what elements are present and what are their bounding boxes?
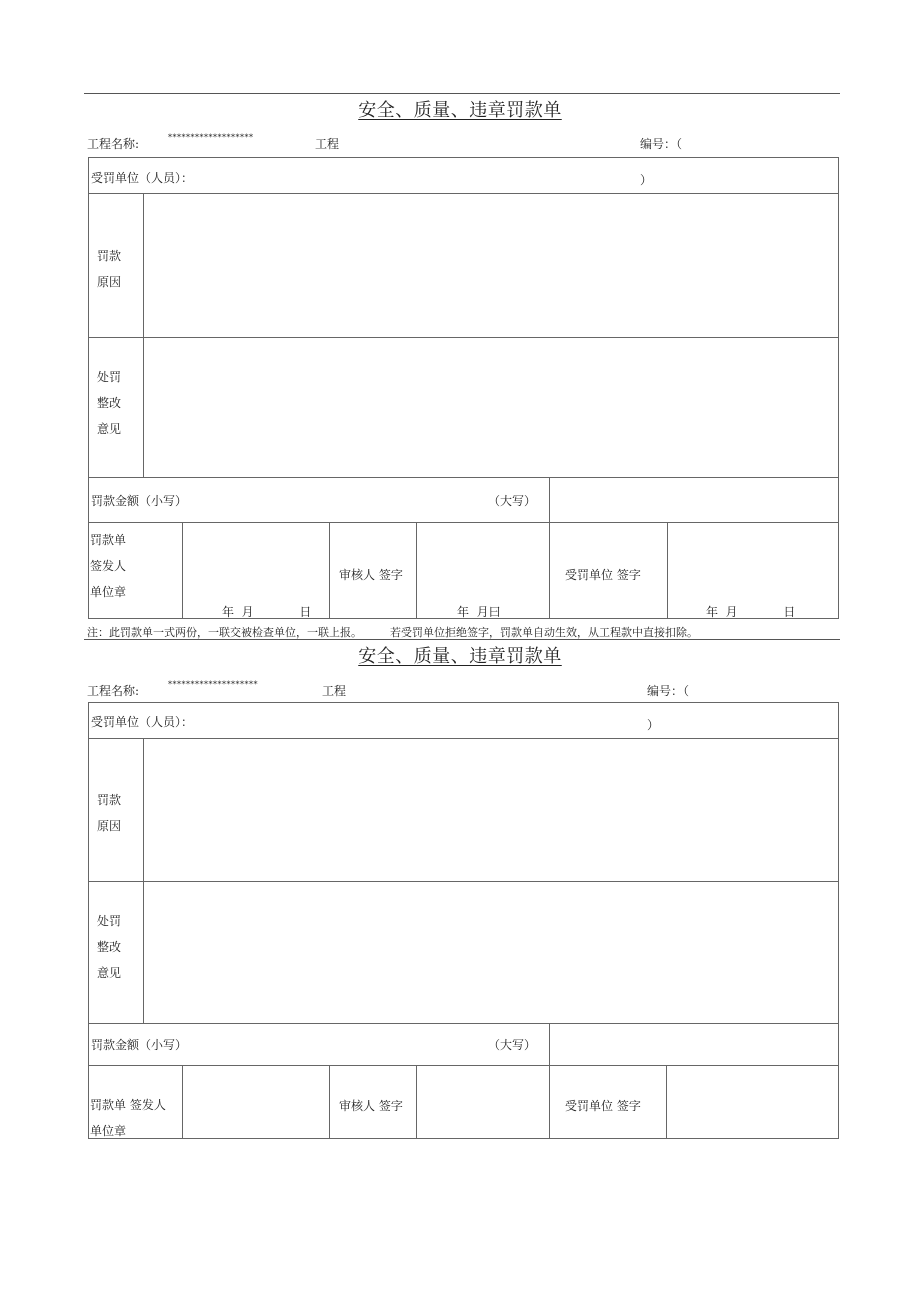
penalized-unit-label: 受罚单位（人员）： [91, 171, 194, 185]
reviewer-signature-field[interactable] [417, 1066, 549, 1138]
reason-label-line: 罚款 [97, 249, 122, 263]
penalized-unit-label: 受罚单位（人员）： [91, 715, 194, 729]
recipient-date: 年 月 日 [706, 605, 796, 619]
recipient-label: 受罚单位 签字 [565, 1099, 641, 1113]
reason-field[interactable] [144, 194, 838, 337]
reason-label-line: 原因 [97, 275, 122, 289]
issuer-date: 年 月 日 [222, 605, 312, 619]
penalized-unit-close: ） [647, 718, 660, 732]
opinion-field[interactable] [144, 338, 838, 477]
opinion-label-line: 意见 [97, 966, 122, 980]
project-name-label: 工程名称: [87, 684, 140, 698]
recipient-signature-field[interactable] [668, 523, 838, 601]
opinion-field[interactable] [144, 882, 838, 1023]
issuer-label-line: 签发人 [90, 559, 127, 573]
issuer-signature-field[interactable] [183, 523, 329, 601]
project-name-value: ******************** [168, 680, 258, 689]
project-name-label: 工程名称: [87, 137, 140, 151]
project-name-value: ******************* [168, 133, 254, 142]
reviewer-signature-field[interactable] [417, 523, 549, 601]
recipient-label: 受罚单位 签字 [565, 568, 641, 582]
opinion-label-line: 整改 [97, 940, 122, 954]
amount-small-label: 罚款金额（小写） [91, 494, 188, 508]
amount-big-field[interactable] [550, 478, 838, 522]
col-divider [329, 522, 330, 619]
opinion-label-line: 处罚 [97, 370, 122, 384]
amount-small-label: 罚款金额（小写） [91, 1038, 188, 1052]
opinion-label-line: 处罚 [97, 914, 122, 928]
penalized-unit-close: ） [640, 173, 653, 187]
form-number-label: 编号：（ [640, 137, 683, 151]
issuer-label-line: 单位章 [90, 585, 127, 599]
issuer-label [90, 527, 126, 605]
reason-label [97, 243, 121, 295]
col-divider [329, 1065, 330, 1139]
footnote: 注：此罚款单一式两份，一联交被检查单位，一联上报。 若受罚单位拒绝签字，罚款单自动生效，从工程款中直接扣除。 [87, 626, 698, 639]
project-suffix: 工程 [322, 684, 347, 698]
mid-rule [84, 639, 840, 640]
form-title: 安全、质量、违章罚款单 [358, 100, 562, 121]
amount-big-field[interactable] [550, 1024, 838, 1065]
form-title: 安全、质量、违章罚款单 [358, 646, 562, 667]
reason-label [97, 787, 121, 839]
reviewer-date: 年 月曰 [457, 605, 501, 619]
issuer-signature-field[interactable] [183, 1066, 329, 1138]
project-suffix: 工程 [315, 137, 340, 151]
form-number-label: 编号：（ [647, 684, 690, 698]
issuer-label-line: 罚款单 [90, 533, 127, 547]
amount-big-label: （大写） [488, 494, 537, 508]
issuer-label-line: 罚款单 签发人 [90, 1098, 166, 1112]
top-rule [84, 93, 840, 94]
reviewer-label: 审核人 签字 [339, 568, 403, 582]
opinion-label [97, 364, 121, 442]
opinion-label [97, 908, 121, 986]
recipient-signature-field[interactable] [667, 1066, 838, 1138]
reason-field[interactable] [144, 739, 838, 881]
opinion-label-line: 整改 [97, 396, 122, 410]
reason-label-line: 原因 [97, 819, 122, 833]
reason-label-line: 罚款 [97, 793, 122, 807]
amount-big-label: （大写） [488, 1038, 537, 1052]
issuer-label [90, 1092, 166, 1144]
reviewer-label: 审核人 签字 [339, 1099, 403, 1113]
opinion-label-line: 意见 [97, 422, 122, 436]
issuer-label-line: 单位章 [90, 1124, 127, 1138]
